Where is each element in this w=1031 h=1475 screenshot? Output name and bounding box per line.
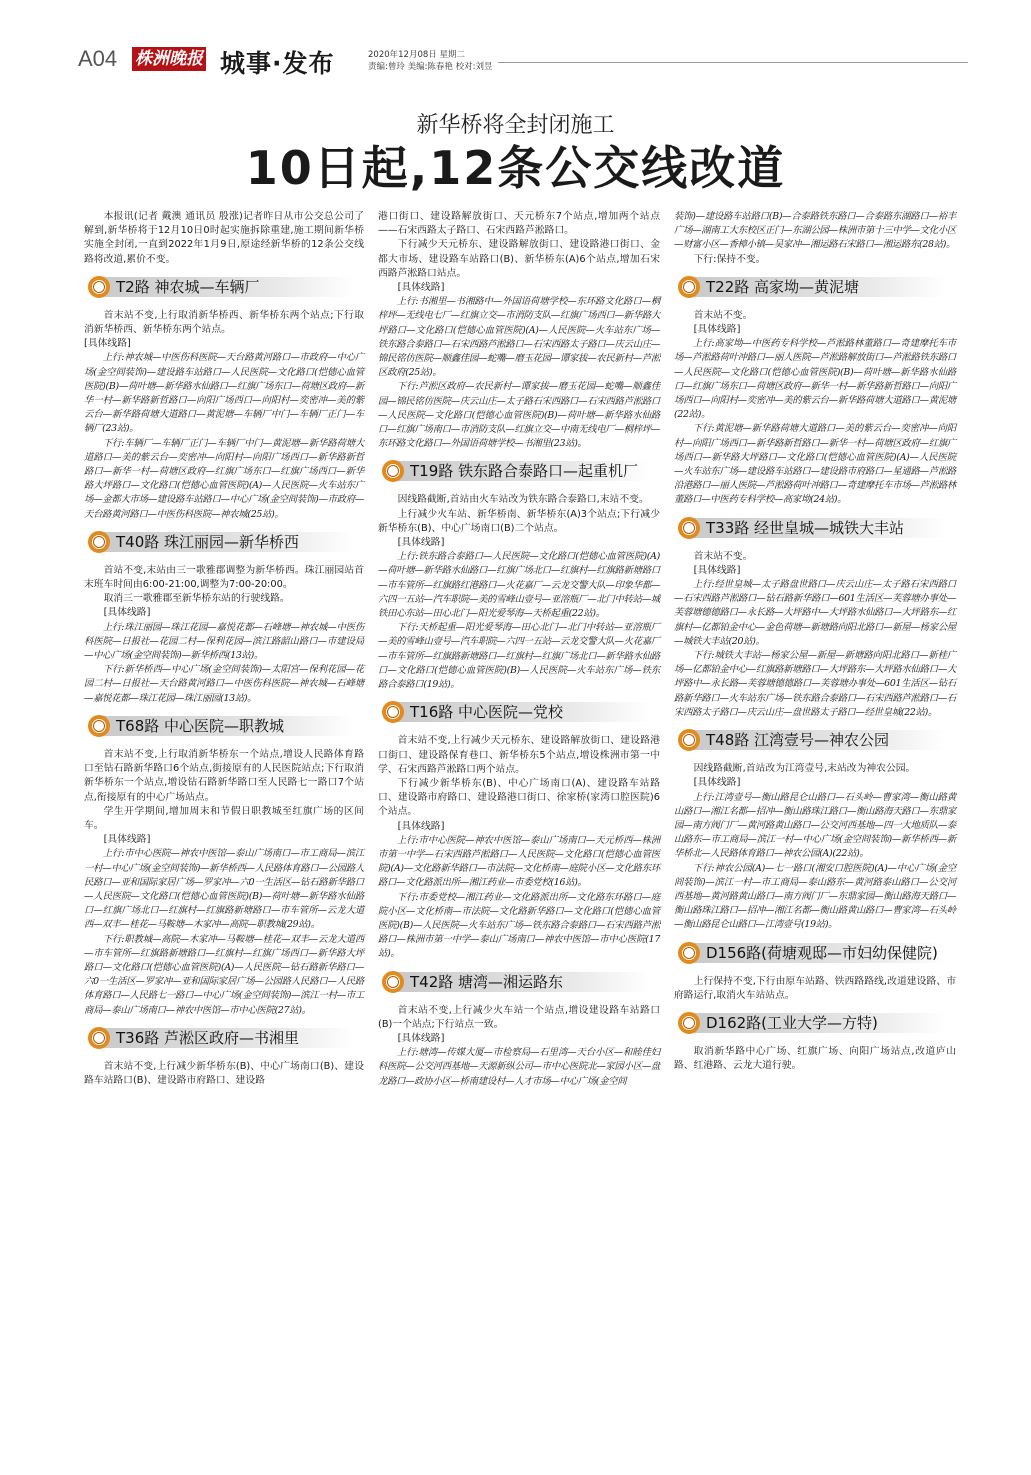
section-title: 城事·发布	[220, 49, 335, 78]
route-down-line: 下行:黄泥塘—新华路荷塘大道路口—美的紫云台—奕密冲—向阳村—向阳广场西口—新华路新哲路口—新华一村—荷塘区政府—红旗广场西口—新华路大坪路口—文化路口(恺德心血管医院)(A)—人民医院—火车站东广场—建设路车站路口—建设路市府路口—星通路—芦淞路沿港路口—丽人医院—芦淞路荷叶冲路口—奇建摩托车市场—芦淞路林董路口—中医药专科学校—高家坳(24站)。	[674, 423, 956, 506]
route-change-text: 首末站不变,上行取消新华桥西、新华桥东两个站点;下行取消新华桥西、新华桥东两个站点。	[84, 309, 364, 336]
route-down-line: 下行:神农公园(A)—七一路口(湘安口腔医院)(A)—中心广场(金空间装饰)—滨江一村—市工商局—泰山路东—黄河路泰山路口—公交河西基地—黄河路黄山路口—南方阀门厂—东鼎家园—衡山路海天路口—衡山路珠江路口—招冲—湘江名都—衡山路黄山路口—曹家湾—石头岭—衡山路昆仑山路口—江湾壹号(19站)。	[674, 862, 956, 931]
route-heading-t16	[378, 700, 660, 724]
ring-icon	[88, 1027, 110, 1049]
route-heading-t36	[84, 1026, 364, 1050]
route-change-text: 首末站不变,上行减少新华桥东(B)、中心广场南口(B)、建设路车站路口(B)、建设路市府路口、建设路	[84, 1060, 364, 1086]
article-subhead: 新华桥将全封闭施工	[416, 113, 615, 138]
route-heading-t2	[84, 275, 364, 299]
route-heading-t19	[378, 459, 660, 483]
route-spec-label: [具体线路]	[693, 777, 741, 789]
route-down-line: 下行:城铁大丰站—杨家公屋—新屋—新塘路向阳北路口—新桂广场—亿都铂金中心—红旗路新塘路口—大坪路东—大坪路水仙路口—大坪路中—永长路—芙蓉塘德德路口—芙蓉塘办事处—601生活区—钻石路新华路口—火车站东广场—铁东路合泰路口—石宋西路芦淞路口—石宋西路太子路口—庆云山庄—盘世路太子路口—经世皇城(22站)。	[674, 650, 956, 718]
route-up-line: 上行:经世皇城—太子路盘世路口—庆云山庄—太子路石宋西路口—石宋西路芦淞路口—钻石路新华路口—601生活区—芙蓉塘办事处—芙蓉塘德德路口—永长路—大坪路中—大坪路水仙路口—大坪路东—红旗村—亿都铂金中心—金色荷塘—新塘路向阳北路口—新屋—杨家公屋—城铁大丰站(20站)。	[674, 579, 956, 647]
dateline	[368, 49, 493, 73]
route-down-line: 下行:芦淞区政府—农民新村—谭家拔—磨玉花园—蛇嘴—顺鑫佳园—锦民铭仿医院—庆云山庄—太子路石宋西路口—石宋西路芦淞路口—人民医院—文化路口(恺德心血管医院)(B)—荷叶塘—新华路水仙路口—红旗广场南口—市消防支队—红旗立交—中南无线电厂—桐梓坪—东环路文化路口—外国语荷塘学校—书湘里(23站)。	[378, 381, 660, 450]
route-up-line: 上行:珠江丽园—珠江花园—嘉悦花都—石峰塘—神农城—中医伤科医院—日报社—花园二村—保利花园—滨江路韶山路口—市建设局—中心广场(金空间装饰)—新华桥西(13站)。	[84, 621, 364, 662]
route-change-text: 上行减少火车站、新华桥南、新华桥东(A)3个站点;下行减少新华桥东(B)、中心广场南口(B)二个站点。	[378, 508, 660, 534]
column-3	[674, 210, 956, 1073]
route-title: T33路 经世皇城—城铁大丰站	[706, 518, 905, 537]
ring-icon	[678, 1012, 700, 1034]
route-spec-label: [具体线路]	[397, 1032, 445, 1044]
route-change-text: 首末站不变,上行取消新华桥东一个站点,增设人民路体育路口至钻石路新华路口6个站点,街接原有的人民医院站点;下行取消新华桥东一个站点,增设钻石路新华路口至人民路七一路口7个站点,衔接原有的中心广场站点。	[84, 748, 364, 803]
route-up-line: 上行:江湾壹号—衡山路昆仑山路口—石头岭—曹家湾—衡山路黄山路口—湘江名都—招冲—衡山路珠江路口—衡山路海天路口—东鼎家园—南方阀门厂—黄河路黄山路口—公交河西基地—四一大地质队—泰山路东—市工商局—滨江一村—中心广场(金空间装饰)—新华桥西—新华桥北—人民路体育路口—神农公园(A)(22站)。	[674, 791, 956, 860]
route-spec-label: [具体线路]	[84, 338, 131, 350]
route-change-text: 因线路截断,首站改为江湾壹号,末站改为神农公园。	[693, 763, 916, 775]
ring-icon	[88, 276, 110, 298]
route-spec-label: [具体线路]	[397, 820, 445, 832]
editor-credits: 责编:曾玲 美编:陈春艳 校对:刘昱	[368, 62, 493, 72]
route-up-line: 上行:市中心医院—神农中医馆—泰山广场南口—天元桥西—株洲市第一中学—石宋西路芦淞路口—人民医院—文化路口(恺德心血管医院)(A)—文化路新华路口—市法院—文化桥南—庭院小区—文化路东环路口—文化路派出所—湘江药业—市委党校(16站)。	[378, 834, 660, 889]
route-title: T42路 塘湾—湘运路东	[410, 972, 564, 991]
route-down-line: 下行:职教城—高院—木家冲—马鞍塘—桂花—双丰—云龙大道西—市车管所—红旗路新塘路口—红旗村—红旗广场西口—新华路大坪路口—文化路口(恺德心血管医院)(A)—人民医院—钻石路新华路口—六0一生活区—罗家冲—亚和国际家居广场—公园路人民路口—人民路体育路口—人民路七一路口—中心广场(金空间装饰)—滨江一村—市工商局—泰山广场南口—神农中医馆—市中心医院(27站)。	[84, 933, 364, 1016]
route-down-line: 下行:天桥起重—阳光爱琴海—田心北门—北门中转站—亚溶瓶厂—美的雪峰山壹号—汽车职院—六四一五站—云龙交警大队—火花嘉厂—市车管所—红旗路新塘路口—红旗村—红旗广场北口—新华路水仙路口—文化路口(恺德心血管医院)(B)—人民医院—火车站东广场—铁东路合泰路口(19站)。	[378, 622, 660, 691]
route-down-line: 下行:保持不变。	[693, 253, 766, 265]
route-heading-d156	[674, 941, 956, 965]
route-title: T36路 芦淞区政府—书湘里	[116, 1028, 300, 1047]
route-change-text: 首末站不变,上行减少火车站一个站点,增设建设路车站路口(B)一个站点;下行站点一致。	[378, 1004, 660, 1030]
route-spec-label: [具体线路]	[693, 324, 741, 336]
route-change-text: 首末站不变。	[693, 550, 753, 562]
route-down-line: 下行:市委党校—湘江药业—文化路派出所—文化路东环路口—庭院小区—文化桥南—市法院—文化路新华路口—文化路口(恺德心血管医院)(B)—人民医院—火车站东广场—铁东路合泰路口—石宋西路芦淞路口—株洲市第一中学—泰山广场南口—神农中医馆—市中心医院(17站)。	[378, 891, 660, 960]
route-change-text: 取消三一歌雅郡至新华桥东站的行驶线路。	[103, 593, 290, 605]
route-change-text: 下行减少新华桥东(B)、中心广场南口(A)、建设路车站路口、建设路市府路口、建设路港口街口、徐家桥(家湾口腔医院)6个站点。	[378, 777, 660, 818]
route-change-text: 取消新华路中心广场、红旗广场、向阳广场站点,改道庐山路、红港路、云龙大道行驶。	[674, 1045, 956, 1072]
route-change-text: 上行保持不变,下行由原车站路、铁西路路线,改道建设路、市府路运行,取消火车站站点。	[674, 975, 956, 1001]
masthead	[0, 0, 1031, 90]
route-heading-t48	[674, 728, 956, 752]
masthead-rule	[498, 62, 968, 63]
route-heading-t68	[84, 714, 364, 738]
page-number: A04	[78, 46, 118, 71]
route-up-line: 上行:市中心医院—神农中医馆—泰山广场南口—市工商局—滨江一村—中心广场(金空间装饰)—新华桥西—人民路体育路口—公园路人民路口—亚和国际家居广场—罗家冲—六0一生活区—钻石路新华路口—人民医院—文化路口(恺德心血管医院)(B)—荷叶塘—新华路水仙路口—红旗广场北口—红旗村—红旗路新塘路口—市车管所—云龙大道西—双丰—桂花—马鞍塘—木家冲—高院—职教城(29站)。	[84, 848, 364, 931]
issue-date: 2020年12月08日 星期二	[368, 50, 465, 60]
route-heading-t40	[84, 530, 364, 554]
article-headline: 10日起,12条公交线改道	[245, 141, 786, 195]
route-change-text: 学生开学期间,增加周末和节假日职教城至红旗广场的区间车。	[84, 805, 364, 831]
route-spec-label: [具体线路]	[103, 834, 151, 846]
ring-icon	[88, 715, 110, 737]
route-spec-label: [具体线路]	[397, 537, 445, 549]
route-change-text: 首末站不变。	[693, 309, 753, 321]
ring-icon	[382, 971, 404, 993]
route-spec-label: [具体线路]	[103, 607, 151, 619]
column-1	[84, 210, 364, 1088]
route-title: T19路 铁东路合泰路口—起重机厂	[410, 462, 639, 481]
route-up-line: 上行:塘湾—传媒大厦—市检察局—石里湾—天台小区—和睦佳妇科医院—公交河西基地—天源新纵公司—市中心医院北—家园小区—盘龙路口—政协小区—桥南建设村—人才市场—中心广场(金空间	[378, 1047, 660, 1087]
route-down-line: 下行:车辆厂—车辆厂正门—车辆厂中门—黄泥塘—新华路荷塘大道路口—美的紫云台—奕密冲—向阳村—向阳广场西口—新华路新哲路口—新华一村—荷塘区政府—红旗广场东口—红旗广场西口—新华路大坪路口—文化路口(恺德心血管医院)(A)—人民医院—火车站东广场—金都大市场—建设路车站路口—中心广场(金空间装饰)—市政府—天台路黄河路口—中医伤科医院—神农城(25站)。	[84, 437, 364, 520]
route-title: T22路 高家坳—黄泥塘	[706, 277, 860, 296]
route-up-line: 装饰)—建设路车站路口(B)—合泰路铁东路口—合泰路东湖路口—裕丰广场—湖南工大东校区正门—东湖公园—株洲市第十三中学—文化小区—财富小区—香樟小镇—吴家冲—湘运路石宋路口—湘运路东(28站)。	[674, 211, 956, 251]
route-up-line: 上行:书湘里—书湘路中—外国语荷塘学校—东环路文化路口—桐梓坪—无线电七厂—红旗立交—市消防支队—红旗广场西口—新华路大坪路口—文化路口(恺德心血管医院)(A)—人民医院—火车站东广场—铁东路合泰路口—石宋西路芦淞路口—石宋西路太子路口—庆云山庄—锦民铭仿医院—顺鑫佳园—蛇嘴—磨玉花园—谭家拔—农民新村—芦淞区政府(25站)。	[378, 296, 660, 379]
ring-icon	[678, 276, 700, 298]
route-heading-t33	[674, 516, 956, 540]
route-heading-t42	[378, 970, 660, 994]
route-title: D162路(工业大学—方特)	[706, 1013, 878, 1032]
ring-icon	[88, 531, 110, 553]
route-change-text: 首站不变,末站由三一歌雅郡调整为新华桥西。珠江丽园站首末班车时间由6:00-21:00,调整为7:00-20:00。	[84, 564, 364, 591]
ring-icon	[678, 729, 700, 751]
ring-icon	[678, 517, 700, 539]
route-change-text: 港口街口、建设路解放街口、天元桥东7个站点,增加两个站点——石宋西路太子路口、石宋西路芦淞路口。	[378, 211, 660, 237]
route-title: T2路 神农城—车辆厂	[116, 277, 260, 296]
route-heading-t22	[674, 275, 956, 299]
route-title: T48路 江湾壹号—神农公园	[706, 731, 890, 750]
route-spec-label: [具体线路]	[397, 282, 445, 294]
newspaper-logo: 株洲晚报	[132, 47, 206, 71]
route-title: T16路 中心医院—党校	[410, 703, 564, 722]
route-title: D156路(荷塘观邸—市妇幼保健院)	[706, 943, 938, 962]
route-title: T40路 珠江丽园—新华桥西	[116, 532, 300, 551]
route-down-line: 下行:新华桥西—中心广场(金空间装饰)—太阳宫—保利花园—花园二村—日报社—天台路黄河路口—中医伤科医院—神农城—石峰塘—嘉悦花都—珠江花园—珠江丽园(13站)。	[84, 664, 364, 704]
route-heading-d162	[674, 1011, 956, 1035]
route-change-text: 因线路截断,首站由火车站改为铁东路合泰路口,末站不变。	[397, 494, 649, 506]
route-title: T68路 中心医院—职教城	[116, 716, 285, 735]
route-up-line: 上行:高家坳—中医药专科学校—芦淞路林董路口—奇建摩托车市场—芦淞路荷叶冲路口—丽人医院—芦淞路解放街口—芦淞路铁东路口—人民医院—文化路口(恺德心血管医院)(B)—荷叶塘—新华路水仙路口—红旗广场东口—荷塘区政府—新华一村—新华路新哲路口—向阳广场西口—向阳村—奕密冲—美的紫云台—新华路荷塘大道路口—黄泥塘(22站)。	[674, 338, 956, 421]
route-up-line: 上行:铁东路合泰路口—人民医院—文化路口(恺德心血管医院)(A)—荷叶塘—新华路水仙路口—红旗广场北口—红旗村—红旗路新塘路口—市车管所—红旗路红港路口—火花嘉厂—云龙交警大队—印象华都—六四一五站—汽车职院—美的雪峰山壹号—亚溶瓶厂—北门中转站—城铁田心东站—田心北门—阳光爱琴海—天桥起重(22站)。	[378, 551, 660, 620]
route-spec-label: [具体线路]	[693, 564, 741, 576]
route-up-line: 上行:神农城—中医伤科医院—天台路黄河路口—市政府—中心广场(金空间装饰)—建设路车站路口—人民医院—文化路口(恺德心血管医院)(B)—荷叶塘—新华路水仙路口—红旗广场东口—荷塘区政府—新华一村—新华路新哲路口—向阳广场西口—向阳村—奕密冲—美的紫云台—新华路荷塘大道路口—黄泥塘—车辆厂中门—车辆厂正门—车辆厂(23站)。	[84, 352, 364, 435]
route-change-text: 下行减少天元桥东、建设路解放街口、建设路港口街口、金都大市场、建设路车站路口(B)、新华桥东(A)6个站点,增加石宋西路芦淞路口站点。	[378, 239, 660, 279]
column-2	[378, 210, 660, 1089]
ring-icon	[678, 942, 700, 964]
article-lead: 本报讯(记者 戴澳 通讯员 殷涨)记者昨日从市公交总公司了解到,新华桥将于12月10日0时起实施拆除重建,施工期间新华桥实施全封闭,一直到2022年1月9日,原途经新华桥的12条公交线路将改道,累价不变。	[84, 211, 364, 265]
route-change-text: 首末站不变,上行减少天元桥东、建设路解放街口、建设路港口街口、建设路保育巷口、新华桥东5个站点,增设株洲市第一中学、石宋西路芦淞路口两个站点。	[378, 735, 660, 775]
